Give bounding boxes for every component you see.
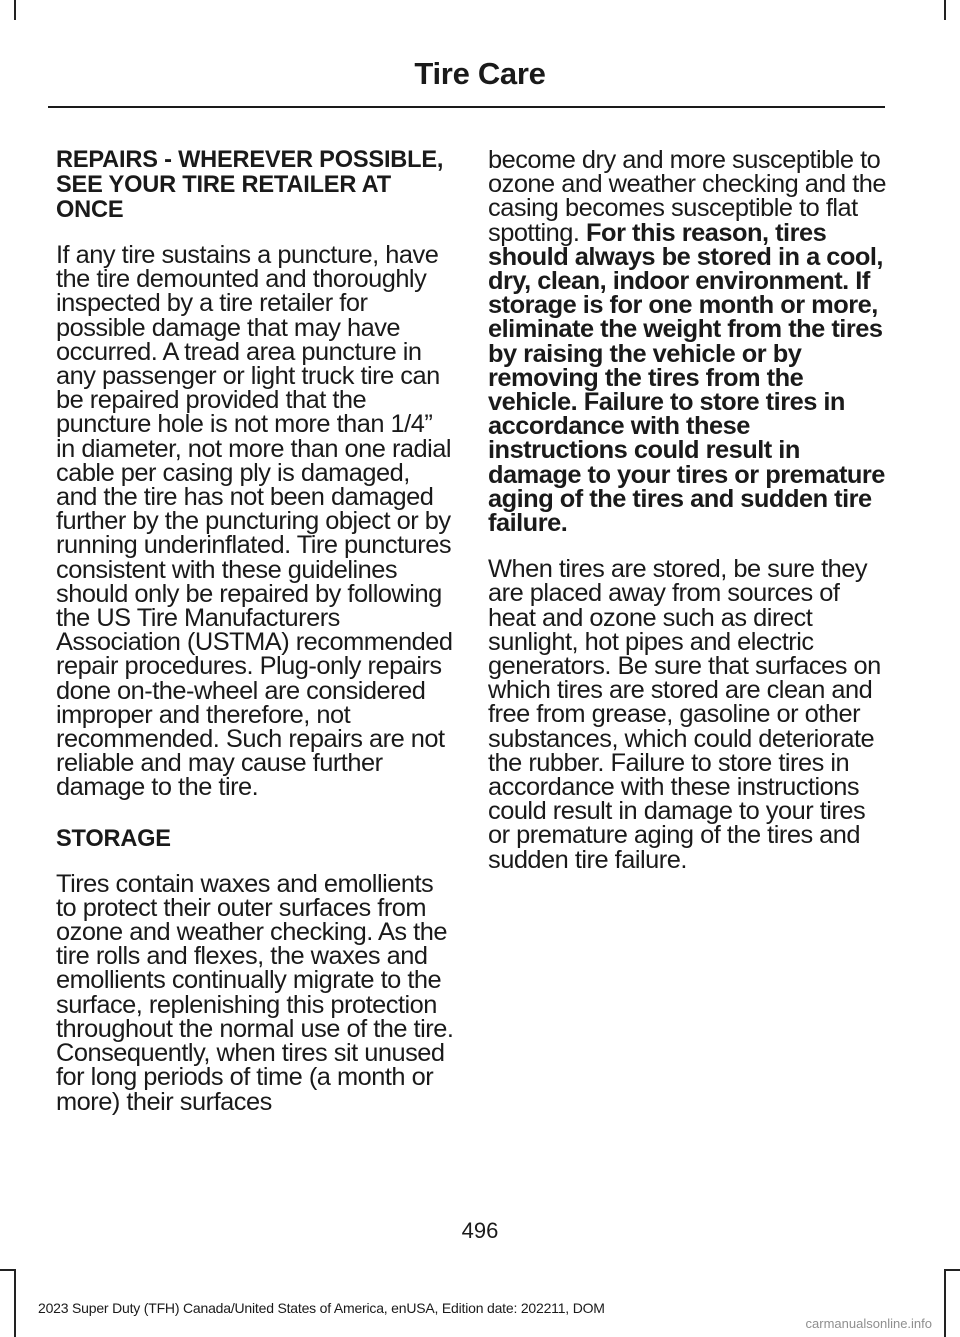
right-column — [488, 148, 888, 894]
repairs-paragraph: If any tire sustains a puncture, have the tire demounted and thoroughly inspected by a tire retailer for possible damage that may have occurred. A tread area puncture in any passenger or light truck tire can be repaired provided that the puncture hole is not more than 1/4” in diameter, not more than one radial cable per casing ply is damaged, and the tire has not been damaged further by the puncturing object or by running underinflated. Tire punctures consistent with these guidelines should only be repaired by following the US Tire Manufacturers Association (USTMA) recommended repair procedures. Plug-only repairs done on-the-wheel are considered improper and therefore, not recommended. Such repairs are not reliable and may cause further damage to the tire. — [56, 241, 453, 802]
watermark: carmanualsonline.info — [805, 1316, 932, 1331]
storage-heading: STORAGE — [56, 825, 171, 852]
storage-location-paragraph: When tires are stored, be sure they are placed away from sources of heat and ozone such as direct sunlight, hot pipes and electric generators. Be sure that surfaces on which tires are stored are clean and free from grease, gasoline or other substances, which could deteriorate the rubber. Failure to store tires in accordance with these instructions could result in damage to your tires or premature aging of the tires and sudden tire failure. — [488, 555, 881, 874]
storage-warning-text: For this reason, tires should always be stored in a cool, dry, clean, indoor environment. If storage is for one month or more, eliminate the weight from the tires by raising the vehicle or by removing the tires from the vehicle. Failure to store tires in accordance with these instructions could result in damage to your tires or premature aging of the tires and sudden tire failure. — [488, 218, 885, 538]
header-divider — [48, 106, 885, 108]
crop-mark-top-right — [944, 0, 946, 20]
storage-paragraph-start: Tires contain waxes and emollients to protect their outer surfaces from ozone and weather checking. As the tire rolls and flexes, the waxes and emollients continually migrate to the surface, replenishing this protection throughout the normal use of the tire. Consequently, when tires sit unused for long periods of time (a month or more) their surfaces — [56, 869, 454, 1116]
crop-mark-bottom-left-horizontal — [0, 1269, 16, 1271]
crop-mark-bottom-right-vertical — [944, 1271, 946, 1337]
repairs-heading: REPAIRS - WHEREVER POSSIBLE, SEE YOUR TIRE RETAILER AT ONCE — [56, 147, 444, 223]
left-column — [56, 148, 456, 1136]
crop-mark-bottom-left-vertical — [14, 1271, 16, 1337]
crop-mark-top-left — [14, 0, 16, 20]
edition-footer: 2023 Super Duty (TFH) Canada/United States of America, enUSA, Edition date: 202211, DOM — [38, 1300, 605, 1316]
storage-continued-text: become dry and more susceptible to ozone and weather checking and the casing becomes susceptible to flat spotting. — [488, 146, 887, 247]
page-section-title: Tire Care — [414, 56, 546, 91]
crop-mark-bottom-right-horizontal — [944, 1269, 960, 1271]
page-number: 496 — [461, 1218, 499, 1243]
storage-paragraph-continued — [488, 146, 888, 538]
